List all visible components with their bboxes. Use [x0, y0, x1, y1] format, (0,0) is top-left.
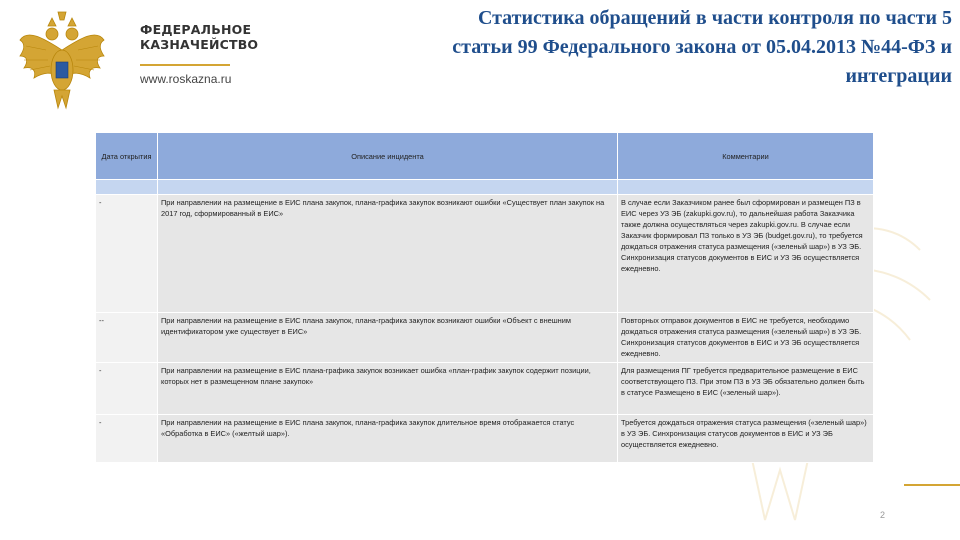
double-headed-eagle-emblem-icon	[16, 10, 108, 116]
table-row	[96, 195, 874, 313]
row-comment: Для размещения ПГ требуется предварительное размещение в ЕИС соответствующего ПЗ. При этом ПЗ в УЗ ЭБ обязательно должен быть в статусе Размещено в ЕИС («зеленый шар»).	[618, 363, 874, 415]
row-description: При направлении на размещение в ЕИС плана закупок, плана-графика закупок длительное время отображается статус «Обработка в ЕИС» («желтый шар»).	[158, 415, 618, 463]
row-date: -	[96, 195, 158, 313]
row-comment: В случае если Заказчиком ранее был сформирован и размещен ПЗ в ЕИС через УЗ ЭБ (zakupki.gov.ru), то дальнейшая работа Заказчика также должна осуществляться через zakupki.gov.ru. В случае если Заказчик формировал ПЗ только в УЗ ЭБ (budget.gov.ru), то требуется дождаться отражения статуса размещения («зеленый шар») в УЗ ЭБ. Синхронизация статусов документов в ЕИС и УЗ ЭБ осуществляется ежедневно.	[618, 195, 874, 313]
row-date: -	[96, 363, 158, 415]
gold-divider	[140, 64, 230, 66]
table-row	[96, 363, 874, 415]
table-row	[96, 313, 874, 363]
title-line-2: статьи 99 Федерального закона от 05.04.2013 №44-ФЗ и	[452, 36, 952, 58]
row-comment: Требуется дождаться отражения статуса размещения («зеленый шар») в УЗ ЭБ. Синхронизация статусов документов в ЕИС и УЗ ЭБ осуществляется ежедневно.	[618, 415, 874, 463]
row-description: При направлении на размещение в ЕИС плана закупок, плана-графика закупок возникают ошибки «Существует план закупок на 2017 год, сформированный в ЕИС»	[158, 195, 618, 313]
title-line-1: Статистика обращений в части контроля по части 5	[477, 7, 952, 29]
organization-url[interactable]: www.roskazna.ru	[140, 72, 232, 86]
column-header-description: Описание инцидента	[158, 133, 618, 180]
column-header-date: Дата открытия	[96, 133, 158, 180]
page-number: 2	[880, 510, 886, 520]
row-comment: Повторных отправок документов в ЕИС не требуется, необходимо дождаться отражения статуса размещения («зеленый шар») в УЗ ЭБ. Синхронизация статусов документов в ЕИС и УЗ ЭБ осуществляется ежедневно.	[618, 313, 874, 363]
table-row	[96, 415, 874, 463]
row-date: -	[96, 415, 158, 463]
column-header-comments: Комментарии	[618, 133, 874, 180]
footer-gold-line	[904, 484, 960, 486]
incidents-table	[95, 132, 874, 463]
organization-name: ФЕДЕРАЛЬНОЕ КАЗНАЧЕЙСТВО	[140, 22, 259, 52]
title-line-3: интеграции	[845, 65, 952, 87]
row-description: При направлении на размещение в ЕИС плана закупок, плана-графика закупок возникают ошибки «Объект с внешним идентификатором уже существует в ЕИС»	[158, 313, 618, 363]
row-description: При направлении на размещение в ЕИС плана-графика закупок возникает ошибка «план-график закупок содержит позиции, которых нет в размещенном плане закупок»	[158, 363, 618, 415]
table-spacer-row	[96, 180, 874, 195]
slide-title	[340, 4, 952, 91]
table-header-row	[96, 133, 874, 180]
organization-block	[140, 22, 340, 86]
row-date: --	[96, 313, 158, 363]
